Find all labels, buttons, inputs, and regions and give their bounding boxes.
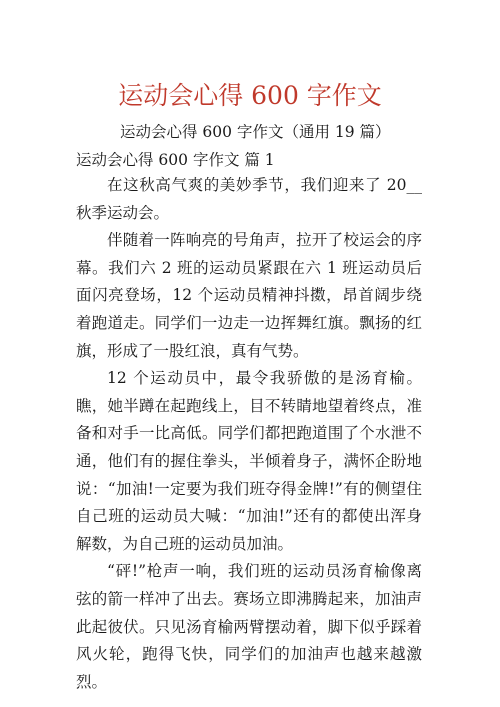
paragraph: 伴随着一阵响亮的号角声，拉开了校运会的序幕。我们六 2 班的运动员紧跟在六 1 班运动员后面闪亮登场，12 个运动员精神抖擞，昂首阔步绕着跑道走。同学们一边走一边挥舞红旗。飘扬的红旗，形成了一股红浪，真有气势。 [76,231,422,360]
document-subtitle: 运动会心得 600 字作文（通用 19 篇） [120,123,391,141]
document-title: 运动会心得 600 字作文 [118,81,382,110]
paragraph: 在这秋高气爽的美妙季节，我们迎来了 20__秋季运动会。 [76,176,422,222]
paragraph: 12 个运动员中，最令我骄傲的是汤育榆。瞧，她半蹲在起跑线上，目不转睛地望着终点，准备和对手一比高低。同学们都把跑道围了个水泄不通，他们有的握住拳头，半倾着身子，满怀企盼地说：“加油!一定要为我们班夺得金牌!”有的侧望住自己班的运动员大喊：“加油!”还有的都使出浑身解数，为自己班的运动员加油。 [76,369,422,553]
paragraph: “砰!”枪声一响，我们班的运动员汤育榆像离弦的箭一样冲了出去。赛场立即沸腾起来，加油声此起彼伏。只见汤育榆两臂摆动着，脚下似乎踩着风火轮，跑得飞快，同学们的加油声也越来越激烈。 [76,562,422,691]
essay-body [76,172,422,696]
section-heading: 运动会心得 600 字作文 篇 1 [76,151,275,169]
